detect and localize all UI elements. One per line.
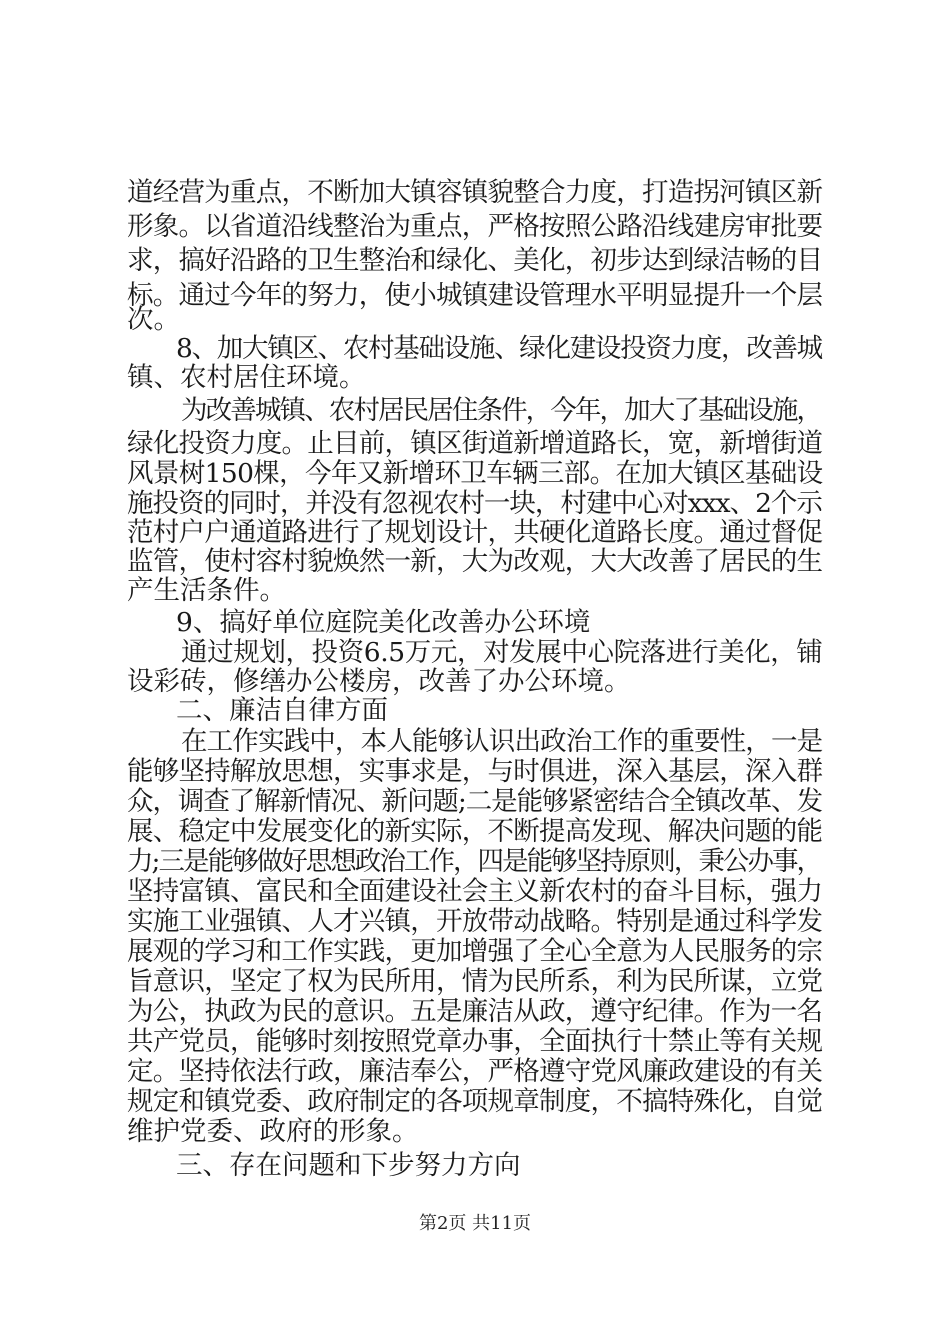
line-text: 维护党委、政府的形象。 xyxy=(127,1116,419,1147)
text-line xyxy=(0,393,950,429)
text-line xyxy=(0,1114,950,1150)
line-text: 9、搞好单位庭院美化改善办公环境 xyxy=(176,607,591,638)
line-text: 设彩砖，修缮办公楼房，改善了办公环境。 xyxy=(127,666,631,697)
line-text: 为改善城镇、农村居民居住条件，今年，加大了基础设施， xyxy=(181,395,822,426)
line-text: 规定和镇党委、政府制定的各项规章制度，不搞特殊化，自觉 xyxy=(127,1086,823,1117)
line-text: 标。通过今年的努力，使小城镇建设管理水平明显提升一个层 xyxy=(127,280,823,311)
page-indicator: 第2页 共11页 xyxy=(418,1213,532,1234)
line-text: 8、加大镇区、农村基础设施、绿化建设投资力度，改善城 xyxy=(176,333,822,364)
line-text: 众，调查了解新情况、新问题;二是能够紧密结合全镇改革、发 xyxy=(127,786,823,817)
line-text: 共产党员，能够时刻按照党章办事，全面执行十禁止等有关规 xyxy=(127,1026,823,1057)
line-text: 能够坚持解放思想，实事求是，与时俱进，深入基层，深入群 xyxy=(127,756,823,787)
line-text: 风景树150棵，今年又新增环卫车辆三部。在加大镇区基础设 xyxy=(127,458,823,489)
line-text: 形象。以省道沿线整治为重点，严格按照公路沿线建房审批要 xyxy=(127,211,823,242)
line-text: 范村户户通道路进行了规划设计，共硬化道路长度。通过督促 xyxy=(127,517,823,548)
line-text: 实施工业强镇、人才兴镇，开放带动战略。特别是通过科学发 xyxy=(127,906,823,937)
line-text: 绿化投资力度。止目前，镇区街道新增道路长，宽，新增街道 xyxy=(127,428,823,459)
text-line xyxy=(0,243,950,279)
line-text: 坚持富镇、富民和全面建设社会主义新农村的奋斗目标，强力 xyxy=(127,876,823,907)
line-text: 道经营为重点，不断加大镇容镇貌整合力度，打造拐河镇区新 xyxy=(127,177,823,208)
line-text: 产生活条件。 xyxy=(127,575,286,606)
text-line xyxy=(0,573,950,609)
line-text: 二、廉洁自律方面 xyxy=(176,695,388,726)
line-text: 次。 xyxy=(127,304,180,335)
line-text: 定。坚持依法行政，廉洁奉公，严格遵守党风廉政建设的有关 xyxy=(127,1056,823,1087)
text-line xyxy=(0,360,950,396)
line-text: 展、稳定中发展变化的新实际，不断提高发现、解决问题的能 xyxy=(127,816,823,847)
line-text: 力;三是能够做好思想政治工作，四是能够坚持原则，秉公办事， xyxy=(127,846,822,877)
line-text: 在工作实践中，本人能够认识出政治工作的重要性，一是 xyxy=(181,726,823,757)
line-text: 旨意识，坚定了权为民所用，情为民所系，利为民所谋，立党 xyxy=(127,966,823,997)
text-line xyxy=(0,1148,950,1184)
text-line xyxy=(0,175,950,211)
line-text: 通过规划，投资6.5万元，对发展中心院落进行美化，铺 xyxy=(181,637,823,668)
page-footer xyxy=(0,1212,950,1236)
line-text: 镇、农村居住环境。 xyxy=(127,362,366,393)
text-line xyxy=(0,209,950,245)
line-text: 为公，执政为民的意识。五是廉洁从政，遵守纪律。作为一名 xyxy=(127,996,823,1027)
line-text: 展观的学习和工作实践，更加增强了全心全意为人民服务的宗 xyxy=(127,936,823,967)
line-text: 施投资的同时，并没有忽视农村一块，村建中心对xxx、2个示 xyxy=(127,488,822,519)
line-text: 三、存在问题和下步努力方向 xyxy=(176,1150,521,1181)
line-text: 求，搞好沿路的卫生整治和绿化、美化，初步达到绿洁畅的目 xyxy=(127,245,823,276)
line-text: 监管，使村容村貌焕然一新，大为改观，大大改善了居民的生 xyxy=(127,546,823,577)
